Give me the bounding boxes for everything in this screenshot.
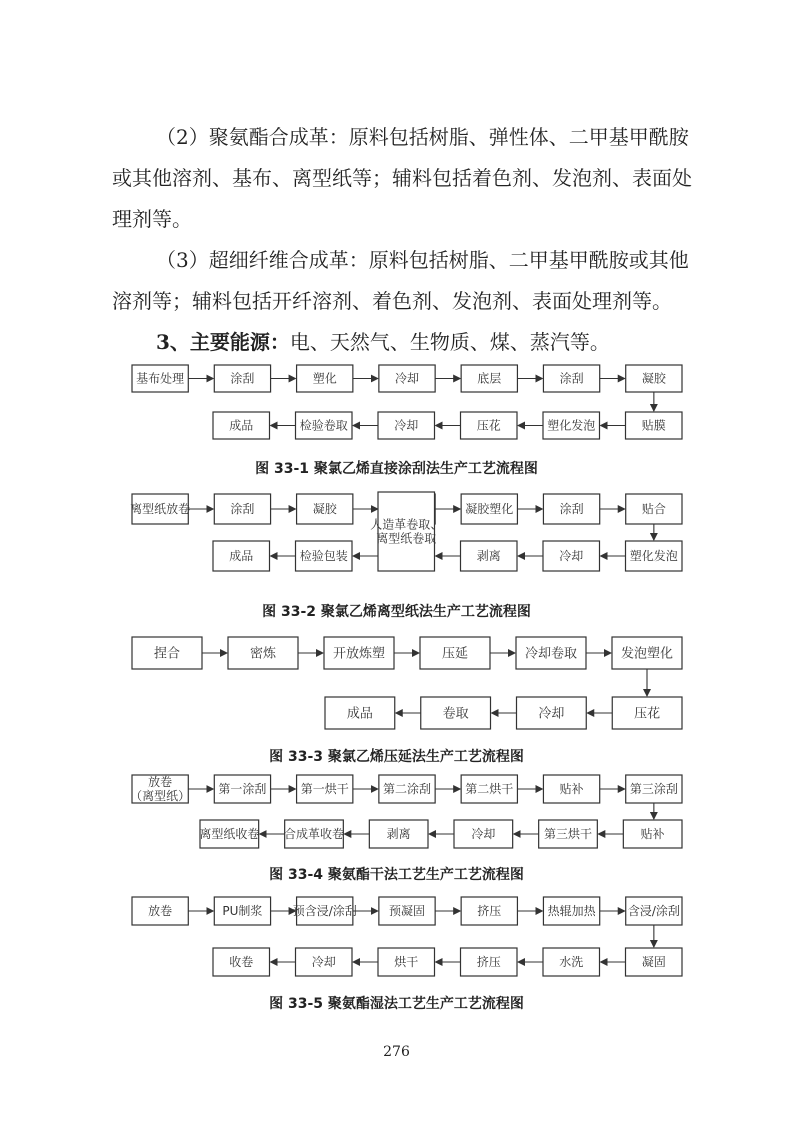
fig2-step-6-label: 涂刮 [559,502,584,517]
fig5-step-3-label: 预含浸/涂刮 [292,904,357,919]
fig4-return-step-1-label: 离型纸收卷 [199,827,260,842]
energy-text: 电、天然气、生物质、煤、蒸汽等。 [289,330,610,354]
fig4-return-step-6-label: 贴补 [640,827,665,842]
fig1-return-step-3 [378,412,435,439]
figure-caption-5: 图 33-5 聚氨酯湿法工艺生产工艺流程图 [269,996,524,1012]
figure-caption-2: 图 33-2 聚氯乙烯离型纸法生产工艺流程图 [262,604,531,620]
fig4-step-1-label: 放卷 [148,775,173,790]
energy-label: 3、主要能源： [156,330,290,354]
fig5-step-2-label: PU制浆 [222,904,263,919]
fig1-return-step-4-label: 压花 [476,418,501,433]
paragraph-microfiber-leather: （3）超细纤维合成革：原料包括树脂、二甲基甲酰胺或其他溶剂等；辅料包括开纤溶剂、着色剂、发泡剂、表面处理剂等。 [112,248,689,313]
fig4-return-step-3 [369,820,428,848]
fig1-step-5-label: 底层 [477,371,502,386]
fig1-return-step-3-label: 冷却 [394,418,419,433]
fig2-return-step-6 [626,541,683,571]
fig5-step-6-label: 热辊加热 [547,904,596,919]
fig1-step-3-label: 塑化 [312,371,337,386]
fig1-step-4-label: 冷却 [394,371,420,386]
fig2-step-6 [543,494,599,524]
fig1-step-1 [132,365,188,392]
fig4-return-step-1 [199,820,259,848]
fig2-step-5 [461,494,517,524]
fig2-return-step-1 [213,541,270,571]
fig5-step-1-label: 放卷 [148,904,173,919]
fig5-return-step-4-label: 挤压 [476,955,501,970]
fig2-step-3 [297,494,353,524]
fig1-return-step-2 [296,412,353,439]
fig1-step-6-label: 涂刮 [559,371,584,386]
fig5-return-step-6-label: 凝固 [641,955,666,970]
fig5-return-step-5-label: 水洗 [559,955,584,970]
fig5-step-6 [543,897,599,925]
fig4-step-2 [214,775,270,803]
fig5-return-step-3 [378,948,435,976]
fig5-return-step-3-label: 烘干 [394,955,419,970]
fig4-step-7-label: 第三涂刮 [629,782,678,797]
fig3-step-4 [420,637,490,669]
fig5-return-step-4 [461,948,518,976]
fig5-return-step-5 [543,948,600,976]
fig1-return-step-5-label: 塑化发泡 [547,418,596,433]
fig5-step-3 [293,897,357,925]
fig5-return-step-6 [626,948,683,976]
fig3-return-step-3-label: 冷却 [538,706,565,722]
fig3-step-4-label: 压延 [441,646,469,662]
fig5-step-4-label: 预凝固 [388,904,426,919]
fig3-step-6 [612,637,682,669]
fig1-step-1-label: 基布处理 [136,371,185,386]
fig2-return-step-2 [296,541,353,571]
fig1-return-step-6-label: 贴膜 [641,418,666,433]
fig1-step-7-label: 凝胶 [641,371,666,386]
fig2-return-step-3-label: 离型纸卷取 [376,531,437,546]
fig5-return-step-1 [213,948,270,976]
fig5-step-5-label: 挤压 [477,904,502,919]
fig3-step-1 [132,637,202,669]
fig2-return-step-2-label: 检验包装 [299,549,348,564]
fig3-return-step-4-label: 压花 [634,706,661,722]
figure-caption-4: 图 33-4 聚氨酯干法工艺生产工艺流程图 [269,867,524,883]
fig4-return-step-2-label: 合成革收卷 [283,827,345,842]
page-number: 276 [383,1044,410,1060]
fig4-return-step-6 [623,820,682,848]
fig2-return-step-5-label: 冷却 [559,549,584,564]
fig1-return-step-1-label: 成品 [229,418,254,433]
fig3-step-2-label: 密炼 [249,646,277,662]
fig1-return-step-6 [626,412,683,439]
fig5-step-1 [132,897,188,925]
fig4-return-step-5 [539,820,598,848]
fig2-step-1 [130,494,190,524]
fig3-return-step-1-label: 成品 [346,706,373,722]
fig2-return-step-6-label: 塑化发泡 [629,549,678,564]
fig5-step-7-label: 含浸/涂刮 [627,904,680,919]
fig4-step-1 [130,775,190,803]
fig4-step-7 [626,775,682,803]
fig2-step-5-label: 凝胶塑化 [465,502,514,517]
fig2-return-step-5 [543,541,600,571]
fig3-step-3 [324,637,394,669]
fig2-return-step-3 [370,492,442,571]
fig3-step-1-label: 捏合 [153,646,181,662]
fig2-step-2 [214,494,270,524]
fig2-return-step-4 [461,541,518,571]
fig5-step-2 [214,897,270,925]
fig5-step-5 [461,897,517,925]
fig2-step-3-label: 凝胶 [312,502,337,517]
fig3-return-step-3 [517,697,587,729]
fig1-step-7 [626,365,682,392]
fig2-step-2-label: 涂刮 [230,502,255,517]
fig4-step-3-label: 第一烘干 [300,782,349,797]
fig4-return-step-2 [284,820,344,848]
fig2-return-step-1-label: 成品 [229,549,254,564]
fig5-return-step-1-label: 收卷 [229,955,254,970]
fig4-step-4-label: 第二涂刮 [382,782,432,797]
paragraph-pu-leather: （2）聚氨酯合成革：原料包括树脂、弹性体、二甲基甲酰胺或其他溶剂、基布、离型纸等；辅料包括着色剂、发泡剂、表面处理剂等。 [112,125,692,231]
fig4-return-step-4-label: 冷却 [471,827,496,842]
fig4-return-step-5-label: 第三烘干 [543,827,593,842]
fig4-return-step-3-label: 剥离 [386,827,411,842]
fig4-step-1-label: （离型纸） [130,789,191,804]
fig3-step-5 [516,637,586,669]
fig1-return-step-4 [461,412,518,439]
fig1-step-6 [543,365,599,392]
fig4-step-4 [379,775,435,803]
fig3-step-3-label: 开放炼塑 [332,646,386,662]
fig3-return-step-4 [612,697,682,729]
fig3-step-2 [228,637,298,669]
figure-caption-3: 图 33-3 聚氯乙烯压延法生产工艺流程图 [269,749,524,765]
fig1-step-2-label: 涂刮 [230,371,255,386]
fig5-return-step-2-label: 冷却 [311,955,336,970]
fig4-step-6-label: 贴补 [559,782,584,797]
fig5-step-4 [379,897,435,925]
fig3-step-6-label: 发泡塑化 [620,646,674,662]
fig1-step-2 [214,365,270,392]
fig4-return-step-4 [454,820,513,848]
fig4-step-3 [297,775,353,803]
fig1-step-4 [379,365,435,392]
fig3-return-step-2 [421,697,491,729]
fig2-step-7-label: 贴合 [641,502,666,517]
fig1-step-3 [297,365,353,392]
fig3-step-5-label: 冷却卷取 [524,646,578,662]
fig3-return-step-2-label: 卷取 [442,706,469,722]
fig4-step-6 [543,775,599,803]
fig1-return-step-1 [213,412,270,439]
fig2-step-1-label: 离型纸放卷 [130,502,191,517]
fig4-step-2-label: 第一涂刮 [218,782,267,797]
fig4-step-5 [461,775,517,803]
fig5-return-step-2 [296,948,353,976]
fig1-return-step-2-label: 检验卷取 [299,418,348,433]
fig5-step-7 [626,897,682,925]
fig4-step-5-label: 第二烘干 [465,782,514,797]
fig2-return-step-3-label: 人造革卷取、 [370,517,443,532]
fig2-return-step-4-label: 剥离 [476,549,501,564]
fig3-return-step-1 [325,697,395,729]
fig1-step-5 [461,365,517,392]
fig1-return-step-5 [543,412,600,439]
figure-caption-1: 图 33-1 聚氯乙烯直接涂刮法生产工艺流程图 [255,461,538,477]
fig2-step-7 [626,494,682,524]
